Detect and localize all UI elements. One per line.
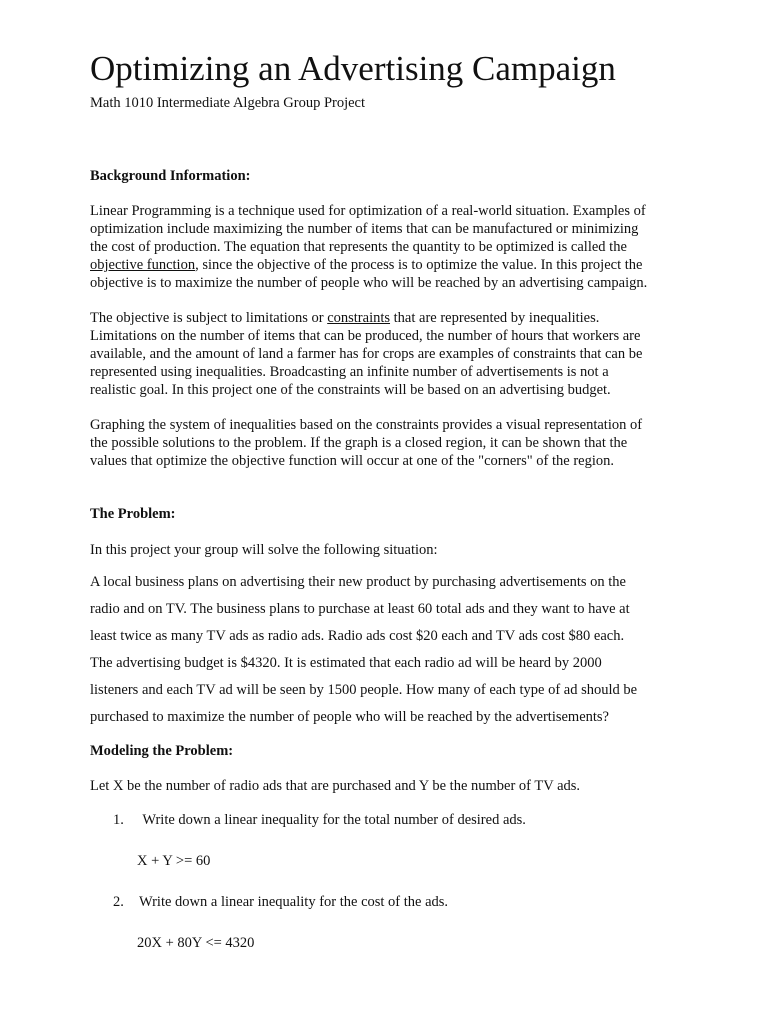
paragraph-text: that are represented by inequalities.: [390, 310, 600, 326]
background-heading: Background Information:: [90, 168, 251, 184]
answer-1: X + Y >= 60: [137, 853, 211, 869]
paragraph-line: [90, 309, 680, 327]
problem-heading: The Problem:: [90, 506, 176, 522]
paragraph-line: least twice as many TV ads as radio ads. Radio ads cost $20 each and TV ads cost $80 each.: [90, 628, 625, 644]
question-number: 2.: [113, 894, 124, 910]
document-title: Optimizing an Advertising Campaign: [90, 49, 616, 88]
paragraph-line: Let X be the number of radio ads that are purchased and Y be the number of TV ads.: [90, 778, 581, 794]
background-paragraph-3: [90, 416, 680, 470]
problem-scenario: [90, 569, 680, 731]
problem-intro: [90, 541, 680, 559]
paragraph-line: purchased to maximize the number of people who will be reached by the advertisements?: [90, 709, 609, 725]
paragraph-line: A local business plans on advertising their new product by purchasing advertisements on the: [90, 574, 626, 590]
constraints-term: constraints: [327, 310, 391, 326]
paragraph-line: Linear Programming is a technique used for optimization of a real-world situation. Examples of: [90, 203, 646, 219]
paragraph-line: the possible solutions to the problem. If the graph is a closed region, it can be shown that the: [90, 435, 628, 451]
paragraph-line: Graphing the system of inequalities based on the constraints provides a visual representation of: [90, 417, 643, 433]
question-number: 1.: [113, 812, 124, 828]
question-2: [113, 893, 448, 911]
modeling-intro: [90, 777, 680, 795]
objective-function-term: objective function: [90, 257, 196, 273]
paragraph-line: Limitations on the number of items that can be produced, the number of hours that workers are: [90, 328, 641, 344]
paragraph-text: , since the objective of the process is to optimize the value. In this project the: [195, 257, 643, 273]
paragraph-line: objective is to maximize the number of people who will be reached by an advertising campaign.: [90, 275, 648, 291]
answer-2: 20X + 80Y <= 4320: [137, 935, 255, 951]
paragraph-line: available, and the amount of land a farmer has for crops are examples of constraints that can be: [90, 346, 643, 362]
modeling-heading: Modeling the Problem:: [90, 743, 234, 759]
paragraph-line: realistic goal. In this project one of the constraints will be based on an advertising budget.: [90, 382, 611, 398]
paragraph-line: the cost of production. The equation that represents the quantity to be optimized is called the: [90, 239, 627, 255]
background-paragraph-1: [90, 202, 680, 292]
background-paragraph-2: [90, 309, 680, 399]
paragraph-line: In this project your group will solve the following situation:: [90, 542, 438, 558]
paragraph-text: The objective is subject to limitations or: [90, 310, 328, 326]
paragraph-line: represented using inequalities. Broadcasting an infinite number of advertisements is not a: [90, 364, 609, 380]
paragraph-line: listeners and each TV ad will be seen by 1500 people. How many of each type of ad should be: [90, 682, 638, 698]
question-text: Write down a linear inequality for the total number of desired ads.: [139, 812, 526, 828]
paragraph-line: values that optimize the objective function will occur at one of the "corners" of the region.: [90, 453, 614, 469]
question-text: Write down a linear inequality for the cost of the ads.: [139, 894, 449, 910]
paragraph-line: radio and on TV. The business plans to purchase at least 60 total ads and they want to have at: [90, 601, 630, 617]
paragraph-line: [90, 256, 680, 274]
question-1: [113, 811, 526, 829]
paragraph-line: The advertising budget is $4320. It is estimated that each radio ad will be heard by 2000: [90, 655, 602, 671]
document-subtitle: Math 1010 Intermediate Algebra Group Project: [90, 95, 366, 111]
paragraph-line: optimization include maximizing the number of items that can be manufactured or minimizing: [90, 221, 639, 237]
